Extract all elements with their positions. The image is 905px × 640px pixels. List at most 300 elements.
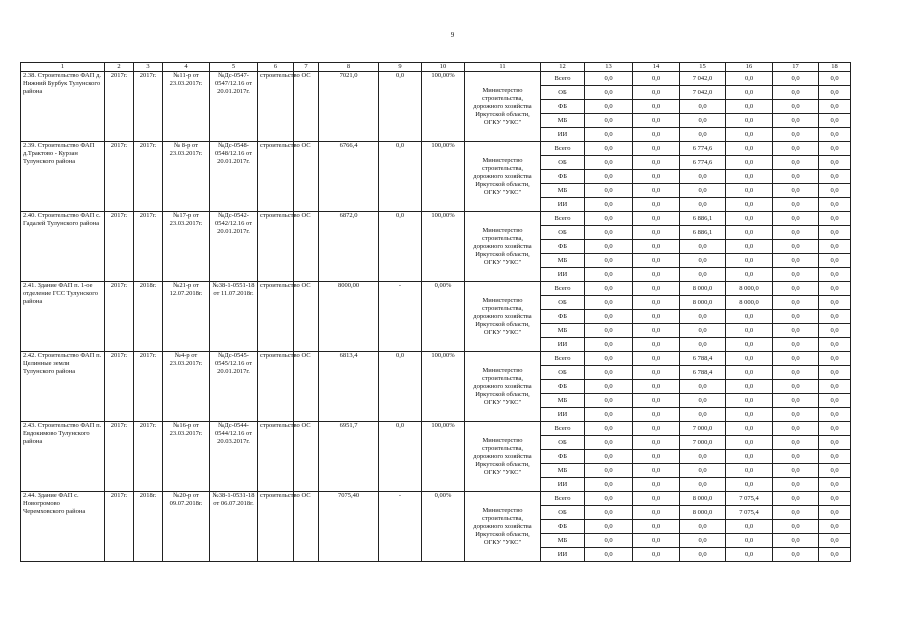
amount-cell: 6 788,4 [680, 352, 726, 366]
amount-cell: 0,0 [633, 212, 680, 226]
amount-cell: 0,0 [633, 296, 680, 310]
amount-cell: 0,0 [633, 324, 680, 338]
amount-cell: 0,0 [819, 142, 851, 156]
amount-cell: 0,0 [726, 226, 773, 240]
amount-cell: 0,0 [680, 394, 726, 408]
end-year: 2017г. [134, 212, 163, 282]
object-name: 2.39. Строительство ФАП д.Трактово - Курзан Тулунского района [21, 142, 105, 212]
amount-cell: 0,0 [633, 254, 680, 268]
amount-cell: 0,0 [819, 86, 851, 100]
amount-cell: 0,0 [585, 520, 633, 534]
amount-cell: 0,0 [585, 254, 633, 268]
funding-source: МБ [541, 464, 585, 478]
amount-cell: 0,0 [819, 548, 851, 562]
amount-cell: 0,0 [680, 534, 726, 548]
amount-cell: 0,0 [585, 548, 633, 562]
estimated-cost: 6951,7 [319, 422, 379, 492]
amount-cell: 0,0 [726, 212, 773, 226]
table-row [21, 282, 851, 296]
amount-cell: 0,0 [819, 422, 851, 436]
column-number: 3 [134, 63, 163, 72]
amount-cell: 0,0 [819, 296, 851, 310]
amount-cell: 0,0 [633, 310, 680, 324]
amount-cell: 0,0 [819, 380, 851, 394]
remaining-cost: 0,0 [379, 422, 422, 492]
amount-cell: 0,0 [585, 324, 633, 338]
amount-cell: 0,0 [680, 310, 726, 324]
amount-cell: 0,0 [819, 282, 851, 296]
table-row [21, 422, 851, 436]
amount-cell: 0,0 [633, 114, 680, 128]
amount-cell: 0,0 [633, 492, 680, 506]
amount-cell: 0,0 [633, 282, 680, 296]
object-name: 2.38. Строительство ФАП д. Нижний Бурбук Тулунского района [21, 72, 105, 142]
amount-cell: 0,0 [819, 240, 851, 254]
amount-cell: 0,0 [773, 128, 819, 142]
amount-cell: 0,0 [726, 352, 773, 366]
amount-cell: 0,0 [773, 394, 819, 408]
column-number: 10 [422, 63, 465, 72]
work-kind: строительство [258, 72, 294, 142]
amount-cell: 0,0 [633, 72, 680, 86]
amount-cell: 0,0 [726, 170, 773, 184]
amount-cell: 0,0 [680, 380, 726, 394]
investment-objects-table [20, 62, 851, 562]
end-year: 2017г. [134, 72, 163, 142]
funding-source: ИИ [541, 338, 585, 352]
amount-cell: 0,0 [773, 380, 819, 394]
work-kind: строительство [258, 212, 294, 282]
amount-cell: 0,0 [633, 520, 680, 534]
column-number: 2 [105, 63, 134, 72]
amount-cell: 0,0 [585, 128, 633, 142]
amount-cell: 6 886,1 [680, 226, 726, 240]
funding-source: Всего [541, 422, 585, 436]
amount-cell: 0,0 [819, 478, 851, 492]
column-number: 8 [319, 63, 379, 72]
amount-cell: 0,0 [819, 338, 851, 352]
amount-cell: 7 075,4 [726, 506, 773, 520]
amount-cell: 0,0 [773, 254, 819, 268]
amount-cell: 0,0 [633, 184, 680, 198]
amount-cell: 0,0 [773, 156, 819, 170]
order-number: № 8-р от 23.03.2017г. [163, 142, 210, 212]
funding-source: ОБ [541, 436, 585, 450]
remaining-cost: 0,0 [379, 352, 422, 422]
amount-cell: 0,0 [726, 324, 773, 338]
funding-source: ИИ [541, 478, 585, 492]
column-number: 18 [819, 63, 851, 72]
order-number: №20-р от 09.07.2018г. [163, 492, 210, 562]
amount-cell: 0,0 [585, 282, 633, 296]
amount-cell: 0,0 [773, 520, 819, 534]
readiness-percent: 100,00% [422, 212, 465, 282]
funding-source: ФБ [541, 310, 585, 324]
amount-cell: 0,0 [680, 450, 726, 464]
amount-cell: 0,0 [819, 506, 851, 520]
start-year: 2017г. [105, 212, 134, 282]
amount-cell: 0,0 [819, 114, 851, 128]
amount-cell: 0,0 [680, 114, 726, 128]
amount-cell: 0,0 [633, 534, 680, 548]
amount-cell: 0,0 [726, 436, 773, 450]
amount-cell: 0,0 [726, 422, 773, 436]
amount-cell: 0,0 [633, 198, 680, 212]
amount-cell: 7 000,0 [680, 436, 726, 450]
amount-cell: 0,0 [819, 366, 851, 380]
end-year: 2018г. [134, 282, 163, 352]
customer: Министерство строительства, дорожного хозяйства Иркутской области, ОГКУ "УКС" [465, 142, 541, 212]
amount-cell: 0,0 [633, 100, 680, 114]
funding-source: МБ [541, 394, 585, 408]
amount-cell: 0,0 [773, 310, 819, 324]
amount-cell: 0,0 [773, 100, 819, 114]
estimated-cost: 6872,0 [319, 212, 379, 282]
amount-cell: 0,0 [819, 408, 851, 422]
amount-cell: 0,0 [726, 380, 773, 394]
funding-source: Всего [541, 72, 585, 86]
amount-cell: 0,0 [773, 478, 819, 492]
funding-source: МБ [541, 184, 585, 198]
amount-cell: 0,0 [585, 478, 633, 492]
amount-cell: 0,0 [773, 366, 819, 380]
amount-cell: 8 000,0 [726, 296, 773, 310]
estimated-cost: 6813,4 [319, 352, 379, 422]
end-year: 2018г. [134, 492, 163, 562]
amount-cell: 0,0 [633, 394, 680, 408]
expertise-conclusion: №38-1-0531-18 от 06.07.2018г. [210, 492, 258, 562]
start-year: 2017г. [105, 352, 134, 422]
object-type: ОС [294, 72, 319, 142]
end-year: 2017г. [134, 142, 163, 212]
expertise-conclusion: №38-1-0551-18 от 11.07.2018г. [210, 282, 258, 352]
amount-cell: 0,0 [726, 142, 773, 156]
amount-cell: 0,0 [585, 464, 633, 478]
funding-source: ФБ [541, 170, 585, 184]
amount-cell: 0,0 [819, 520, 851, 534]
amount-cell: 0,0 [819, 198, 851, 212]
amount-cell: 0,0 [680, 338, 726, 352]
amount-cell: 0,0 [773, 114, 819, 128]
funding-source: Всего [541, 352, 585, 366]
object-type: ОС [294, 352, 319, 422]
amount-cell: 0,0 [585, 142, 633, 156]
amount-cell: 0,0 [633, 338, 680, 352]
amount-cell: 7 000,0 [680, 422, 726, 436]
expertise-conclusion: №Дс-0547-0547/12.16 от 20.01.2017г. [210, 72, 258, 142]
amount-cell: 0,0 [773, 548, 819, 562]
funding-source: Всего [541, 142, 585, 156]
column-number: 13 [585, 63, 633, 72]
funding-source: МБ [541, 114, 585, 128]
table-row [21, 352, 851, 366]
amount-cell: 6 774,6 [680, 156, 726, 170]
object-name: 2.41. Здание ФАП п. 1-ое отделение ГСС Тулунского района [21, 282, 105, 352]
column-number: 15 [680, 63, 726, 72]
amount-cell: 0,0 [726, 198, 773, 212]
amount-cell: 0,0 [633, 408, 680, 422]
amount-cell: 0,0 [633, 240, 680, 254]
remaining-cost: - [379, 492, 422, 562]
end-year: 2017г. [134, 352, 163, 422]
amount-cell: 0,0 [819, 436, 851, 450]
amount-cell: 0,0 [773, 296, 819, 310]
amount-cell: 0,0 [585, 226, 633, 240]
amount-cell: 0,0 [680, 128, 726, 142]
amount-cell: 0,0 [773, 408, 819, 422]
order-number: №16-р от 23.03.2017г. [163, 422, 210, 492]
amount-cell: 0,0 [773, 212, 819, 226]
funding-source: ОБ [541, 506, 585, 520]
work-kind: строительство [258, 422, 294, 492]
object-name: 2.43. Строительство ФАП п. Евдокимово Тулунского района [21, 422, 105, 492]
amount-cell: 0,0 [726, 86, 773, 100]
amount-cell: 0,0 [585, 534, 633, 548]
column-number: 11 [465, 63, 541, 72]
amount-cell: 0,0 [773, 422, 819, 436]
amount-cell: 0,0 [680, 520, 726, 534]
amount-cell: 0,0 [585, 240, 633, 254]
amount-cell: 6 788,4 [680, 366, 726, 380]
funding-source: ИИ [541, 268, 585, 282]
funding-source: ФБ [541, 100, 585, 114]
amount-cell: 0,0 [819, 450, 851, 464]
work-kind: строительство [258, 142, 294, 212]
amount-cell: 0,0 [819, 72, 851, 86]
expertise-conclusion: №Дс-0548-0548/12.16 от 20.01.2017г. [210, 142, 258, 212]
amount-cell: 7 042,0 [680, 72, 726, 86]
amount-cell: 8 000,0 [680, 492, 726, 506]
amount-cell: 0,0 [680, 198, 726, 212]
start-year: 2017г. [105, 282, 134, 352]
amount-cell: 0,0 [773, 450, 819, 464]
amount-cell: 0,0 [585, 506, 633, 520]
table-row [21, 142, 851, 156]
amount-cell: 0,0 [726, 114, 773, 128]
amount-cell: 0,0 [773, 240, 819, 254]
amount-cell: 0,0 [726, 156, 773, 170]
amount-cell: 0,0 [680, 184, 726, 198]
funding-source: ФБ [541, 240, 585, 254]
order-number: №21-р от 12.07.2018г. [163, 282, 210, 352]
amount-cell: 0,0 [633, 268, 680, 282]
amount-cell: 8 000,0 [680, 506, 726, 520]
amount-cell: 0,0 [773, 170, 819, 184]
amount-cell: 0,0 [680, 268, 726, 282]
column-number: 5 [210, 63, 258, 72]
amount-cell: 0,0 [773, 184, 819, 198]
amount-cell: 0,0 [773, 268, 819, 282]
amount-cell: 0,0 [585, 436, 633, 450]
amount-cell: 0,0 [819, 128, 851, 142]
estimated-cost: 6766,4 [319, 142, 379, 212]
amount-cell: 0,0 [633, 156, 680, 170]
amount-cell: 0,0 [773, 338, 819, 352]
amount-cell: 0,0 [726, 268, 773, 282]
amount-cell: 0,0 [585, 408, 633, 422]
amount-cell: 0,0 [726, 184, 773, 198]
end-year: 2017г. [134, 422, 163, 492]
column-number: 6 [258, 63, 294, 72]
order-number: №4-р от 23.03.2017г. [163, 352, 210, 422]
amount-cell: 0,0 [585, 450, 633, 464]
funding-source: ИИ [541, 548, 585, 562]
start-year: 2017г. [105, 72, 134, 142]
page-number: 9 [450, 31, 455, 39]
funding-source: ОБ [541, 296, 585, 310]
amount-cell: 0,0 [773, 226, 819, 240]
remaining-cost: 0,0 [379, 212, 422, 282]
amount-cell: 0,0 [819, 100, 851, 114]
amount-cell: 0,0 [585, 100, 633, 114]
amount-cell: 0,0 [633, 128, 680, 142]
amount-cell: 0,0 [819, 212, 851, 226]
amount-cell: 0,0 [773, 352, 819, 366]
amount-cell: 0,0 [726, 394, 773, 408]
amount-cell: 0,0 [585, 72, 633, 86]
amount-cell: 0,0 [819, 534, 851, 548]
funding-source: МБ [541, 254, 585, 268]
column-number: 14 [633, 63, 680, 72]
amount-cell: 0,0 [726, 310, 773, 324]
column-number: 9 [379, 63, 422, 72]
funding-source: ОБ [541, 226, 585, 240]
customer: Министерство строительства, дорожного хозяйства Иркутской области, ОГКУ "УКС" [465, 72, 541, 142]
amount-cell: 0,0 [726, 100, 773, 114]
header-row [21, 63, 851, 72]
object-name: 2.40. Строительство ФАП с. Гадалей Тулунского района [21, 212, 105, 282]
funding-source: Всего [541, 212, 585, 226]
amount-cell: 0,0 [773, 534, 819, 548]
column-number: 17 [773, 63, 819, 72]
amount-cell: 0,0 [633, 464, 680, 478]
customer: Министерство строительства, дорожного хозяйства Иркутской области, ОГКУ "УКС" [465, 422, 541, 492]
amount-cell: 0,0 [633, 478, 680, 492]
order-number: №11-р от 23.03.2017г. [163, 72, 210, 142]
amount-cell: 0,0 [726, 128, 773, 142]
amount-cell: 0,0 [585, 394, 633, 408]
object-name: 2.42. Строительство ФАП п. Целинные земли Тулунского района [21, 352, 105, 422]
amount-cell: 0,0 [726, 464, 773, 478]
table-row [21, 492, 851, 506]
table-body [21, 63, 851, 562]
amount-cell: 0,0 [633, 380, 680, 394]
amount-cell: 0,0 [680, 170, 726, 184]
amount-cell: 0,0 [773, 506, 819, 520]
expertise-conclusion: №Дс-0544-0544/12.16 от 20.03.2017г. [210, 422, 258, 492]
amount-cell: 0,0 [585, 184, 633, 198]
readiness-percent: 100,00% [422, 352, 465, 422]
amount-cell: 0,0 [819, 394, 851, 408]
amount-cell: 6 774,6 [680, 142, 726, 156]
remaining-cost: 0,0 [379, 142, 422, 212]
readiness-percent: 100,00% [422, 72, 465, 142]
amount-cell: 0,0 [726, 534, 773, 548]
funding-source: ИИ [541, 198, 585, 212]
table-row [21, 212, 851, 226]
funding-source: ОБ [541, 366, 585, 380]
readiness-percent: 100,00% [422, 422, 465, 492]
customer: Министерство строительства, дорожного хозяйства Иркутской области, ОГКУ "УКС" [465, 282, 541, 352]
funding-source: ИИ [541, 408, 585, 422]
column-number: 7 [294, 63, 319, 72]
amount-cell: 0,0 [680, 324, 726, 338]
amount-cell: 0,0 [633, 436, 680, 450]
estimated-cost: 7075,40 [319, 492, 379, 562]
start-year: 2017г. [105, 492, 134, 562]
amount-cell: 0,0 [726, 366, 773, 380]
column-number: 12 [541, 63, 585, 72]
amount-cell: 7 075,4 [726, 492, 773, 506]
amount-cell: 0,0 [819, 226, 851, 240]
amount-cell: 0,0 [819, 324, 851, 338]
amount-cell: 0,0 [585, 268, 633, 282]
start-year: 2017г. [105, 142, 134, 212]
remaining-cost: - [379, 282, 422, 352]
object-type: ОС [294, 142, 319, 212]
amount-cell: 0,0 [585, 338, 633, 352]
amount-cell: 0,0 [585, 296, 633, 310]
column-number: 1 [21, 63, 105, 72]
amount-cell: 0,0 [633, 506, 680, 520]
amount-cell: 0,0 [773, 86, 819, 100]
amount-cell: 0,0 [633, 548, 680, 562]
amount-cell: 7 042,0 [680, 86, 726, 100]
order-number: №17-р от 23.03.2017г. [163, 212, 210, 282]
amount-cell: 0,0 [585, 170, 633, 184]
amount-cell: 8 000,0 [726, 282, 773, 296]
amount-cell: 0,0 [585, 366, 633, 380]
column-number: 4 [163, 63, 210, 72]
amount-cell: 0,0 [633, 86, 680, 100]
readiness-percent: 0,00% [422, 282, 465, 352]
funding-source: ФБ [541, 380, 585, 394]
amount-cell: 0,0 [585, 492, 633, 506]
amount-cell: 0,0 [680, 100, 726, 114]
amount-cell: 0,0 [633, 422, 680, 436]
amount-cell: 0,0 [726, 478, 773, 492]
amount-cell: 0,0 [585, 86, 633, 100]
amount-cell: 0,0 [773, 72, 819, 86]
customer: Министерство строительства, дорожного хозяйства Иркутской области, ОГКУ "УКС" [465, 492, 541, 562]
amount-cell: 0,0 [773, 464, 819, 478]
readiness-percent: 0,00% [422, 492, 465, 562]
amount-cell: 6 886,1 [680, 212, 726, 226]
readiness-percent: 100,00% [422, 142, 465, 212]
funding-source: ИИ [541, 128, 585, 142]
table-row [21, 72, 851, 86]
object-type: ОС [294, 422, 319, 492]
amount-cell: 0,0 [819, 156, 851, 170]
funding-source: ФБ [541, 520, 585, 534]
amount-cell: 0,0 [680, 254, 726, 268]
funding-source: Всего [541, 492, 585, 506]
estimated-cost: 7021,0 [319, 72, 379, 142]
column-number: 16 [726, 63, 773, 72]
amount-cell: 0,0 [633, 170, 680, 184]
amount-cell: 0,0 [726, 338, 773, 352]
amount-cell: 0,0 [726, 240, 773, 254]
amount-cell: 0,0 [633, 142, 680, 156]
amount-cell: 0,0 [773, 436, 819, 450]
funding-source: ФБ [541, 450, 585, 464]
amount-cell: 0,0 [773, 282, 819, 296]
expertise-conclusion: №Дс-0542-0542/12.16 от 20.01.2017г. [210, 212, 258, 282]
amount-cell: 0,0 [819, 352, 851, 366]
amount-cell: 0,0 [585, 198, 633, 212]
amount-cell: 0,0 [585, 212, 633, 226]
amount-cell: 8 000,0 [680, 282, 726, 296]
